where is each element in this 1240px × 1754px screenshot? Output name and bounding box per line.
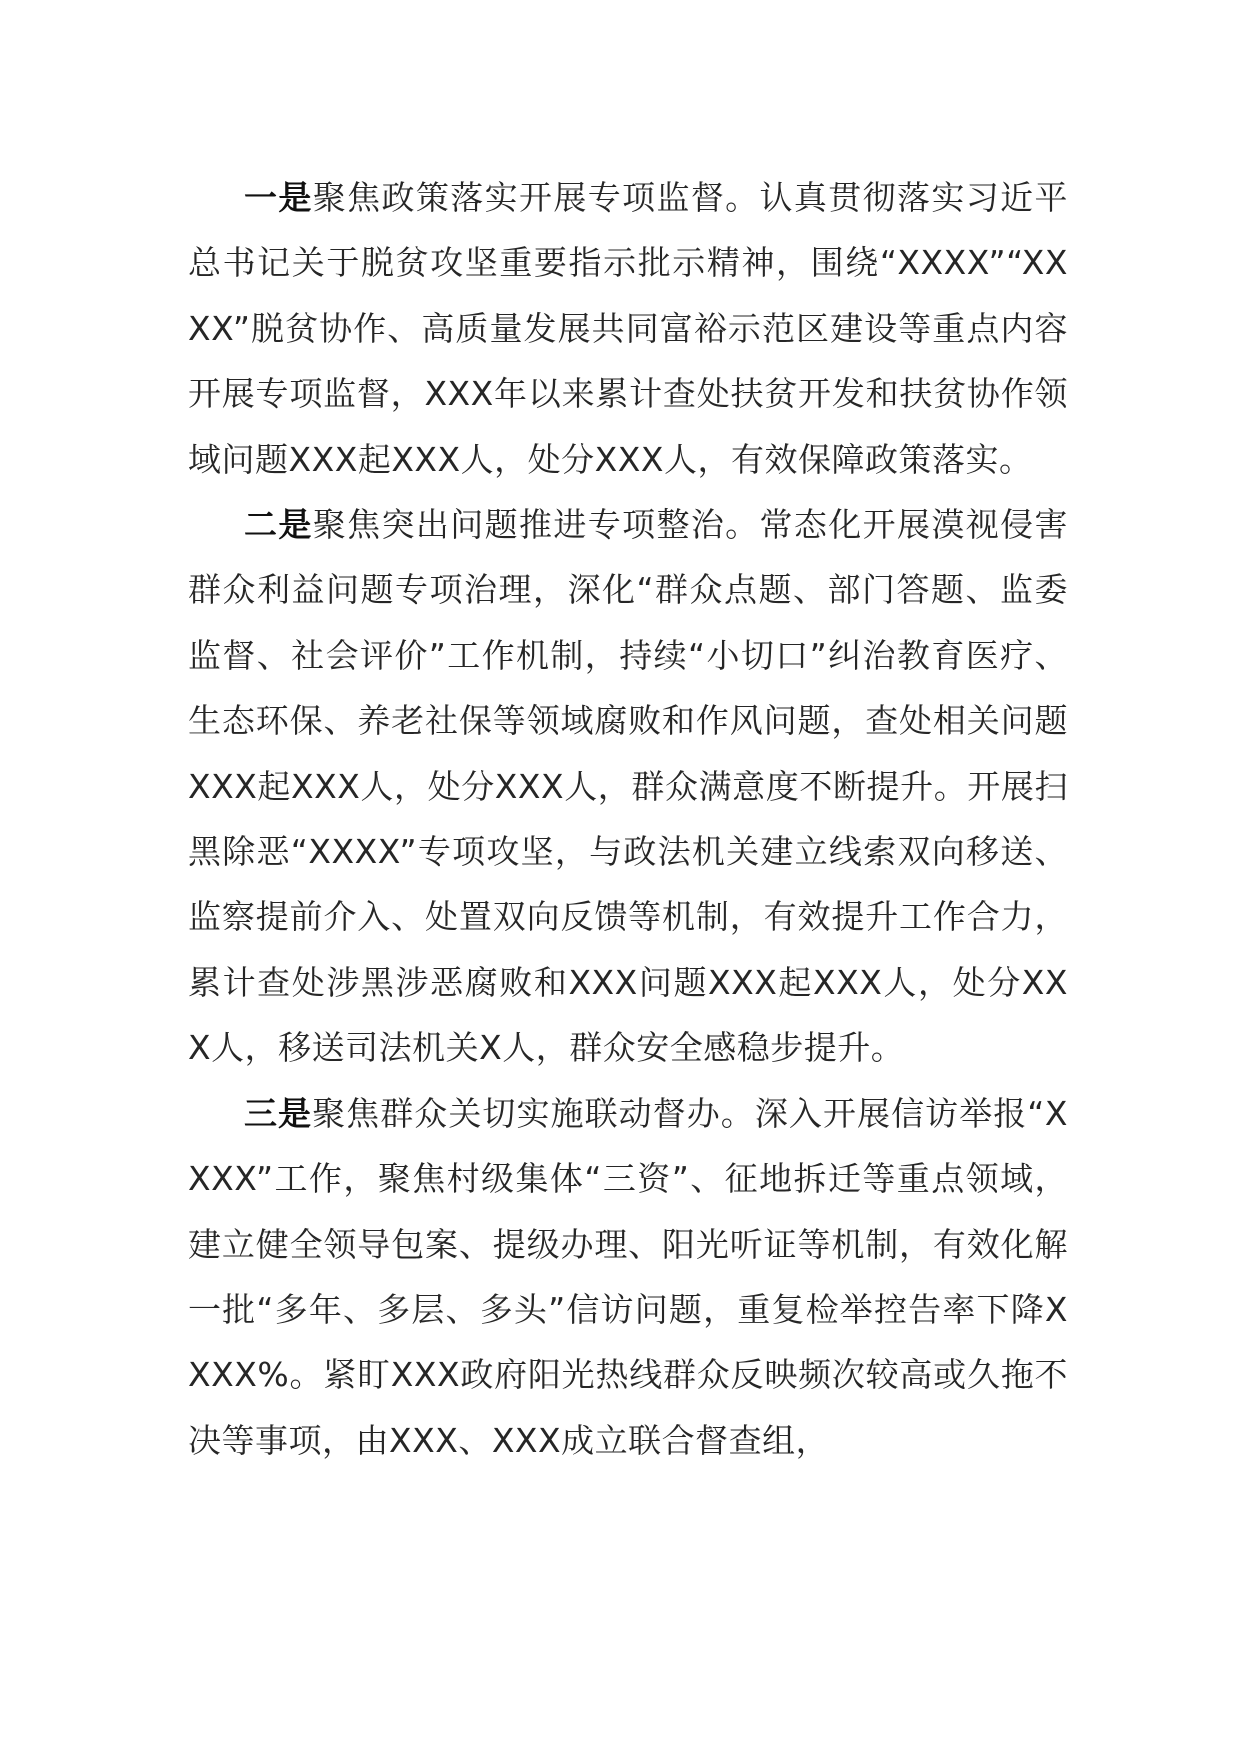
paragraph-1 (188, 165, 1068, 492)
paragraph-2-lead: 二是 (244, 505, 313, 545)
paragraph-2 (188, 492, 1068, 1081)
paragraph-3 (188, 1081, 1068, 1473)
paragraph-3-text: 聚焦群众关切实施联动督办。深入开展信访举报“XXXX”工作，聚焦村级集体“三资”、征地拆迁等重点领域，建立健全领导包案、提级办理、阳光听证等机制，有效化解一批“多年、多层、多头”信访问题，重复检举控告率下降XXXX%。紧盯XXX政府阳光热线群众反映频次较高或久拖不决等事项，由XXX、XXX成立联合督查组， (188, 1093, 1069, 1460)
document-body (188, 165, 1068, 1473)
paragraph-3-lead: 三是 (244, 1093, 313, 1133)
paragraph-1-lead: 一是 (244, 178, 313, 217)
paragraph-2-text: 聚焦突出问题推进专项整治。常态化开展漠视侵害群众利益问题专项治理，深化“群众点题、部门答题、监委监督、社会评价”工作机制，持续“小切口”纠治教育医疗、生态环保、养老社保等领域腐败和作风问题，查处相关问题XXX起XXX人，处分XXX人，群众满意度不断提升。开展扫黑除恶“XXXX”专项攻坚，与政法机关建立线索双向移送、监察提前介入、处置双向反馈等机制，有效提升工作合力，累计查处涉黑涉恶腐败和XXX问题XXX起XXX人，处分XXX人，移送司法机关X人，群众安全感稳步提升。 (188, 505, 1069, 1068)
paragraph-1-text: 聚焦政策落实开展专项监督。认真贯彻落实习近平总书记关于脱贫攻坚重要指示批示精神，围绕“XXXX”“XXXX”脱贫协作、高质量发展共同富裕示范区建设等重点内容开展专项监督，XXX年以来累计查处扶贫开发和扶贫协作领域问题XXX起XXX人，处分XXX人，有效保障政策落实。 (188, 178, 1069, 479)
